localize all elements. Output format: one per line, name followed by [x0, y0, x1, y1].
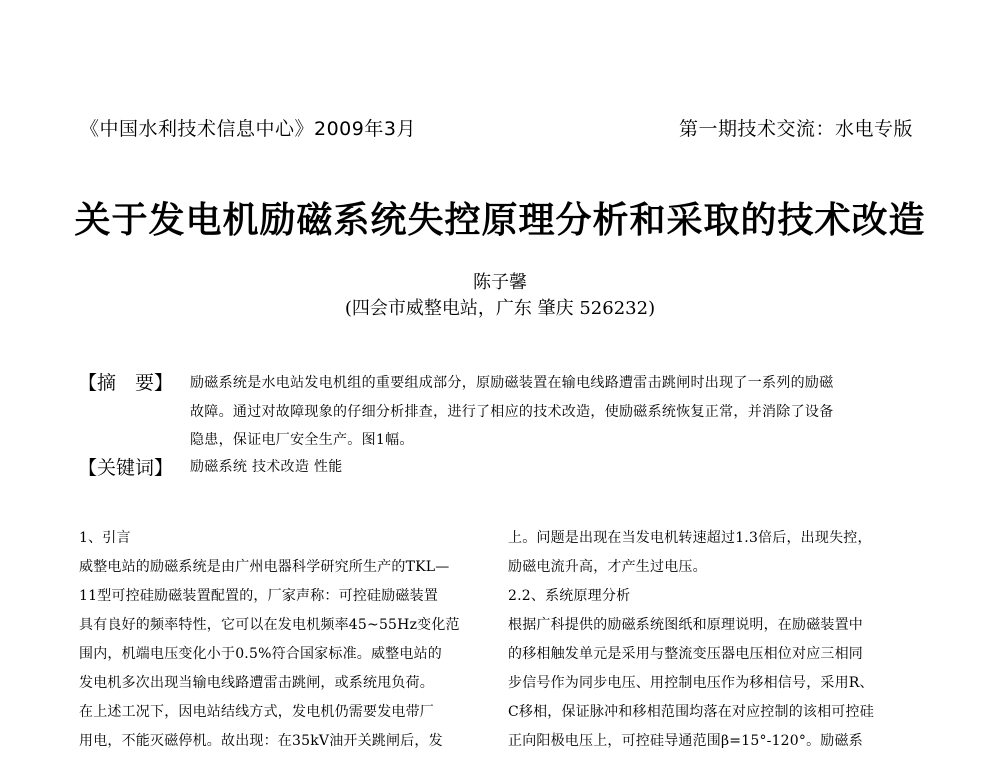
body-line: 具有良好的频率特性，它可以在发电机频率45~55Hz变化范: [79, 617, 460, 633]
abstract-label: 【摘 要】: [78, 372, 174, 394]
body-line: 正向阳极电压上，可控硅导通范围β=15°-120°。励磁系: [508, 733, 863, 749]
abstract-line: 隐患，保证电厂安全生产。图1幅。: [190, 432, 414, 448]
section-heading: 2.2、系统原理分析: [508, 588, 631, 604]
journal-header: 《中国水利技术信息中心》2009年3月: [80, 118, 416, 140]
body-line: 围内，机端电压变化小于0.5%符合国家标准。威整电站的: [79, 646, 442, 662]
body-line: 在上述工况下，因电站结线方式，发电机仍需要发电带厂: [79, 704, 434, 720]
issue-header: 第一期技术交流：水电专版: [678, 118, 913, 140]
author-name: 陈子馨: [473, 272, 527, 293]
body-line: 11型可控硅励磁装置配置的，厂家声称：可控硅励磁装置: [79, 588, 439, 604]
body-line: 步信号作为同步电压、用控制电压作为移相信号，采用R、: [508, 675, 874, 691]
body-line: 用电，不能灭磁停机。故出现：在35kV油开关跳闸后，发: [79, 733, 443, 749]
body-line: 励磁电流升高，才产生过电压。: [508, 559, 707, 575]
body-line: 发电机多次出现当输电线路遭雷击跳闸，或系统甩负荷。: [79, 675, 434, 691]
body-column-left: [79, 524, 499, 756]
body-line: 根据广科提供的励磁系统图纸和原理说明，在励磁装置中: [508, 617, 863, 633]
body-line: 上。问题是出现在当发电机转速超过1.3倍后，出现失控，: [508, 530, 872, 546]
keywords-text: 励磁系统 技术改造 性能: [190, 459, 343, 475]
paper-title: 关于发电机励磁系统失控原理分析和采取的技术改造: [74, 199, 926, 241]
body-column-right: [508, 524, 928, 756]
body-line: C移相，保证脉冲和移相范围均落在对应控制的该相可控硅: [508, 704, 874, 720]
section-heading: 1、引言: [79, 530, 131, 546]
keywords-label: 【关键词】: [78, 457, 174, 479]
body-line: 的移相触发单元是采用与整流变压器电压相位对应三相同: [508, 646, 863, 662]
abstract-line: 故障。通过对故障现象的仔细分析排查，进行了相应的技术改造，使励磁系统恢复正常，并消除了设备: [190, 403, 834, 420]
body-line: 威整电站的励磁系统是由广州电器科学研究所生产的TKL—: [79, 559, 450, 575]
abstract-line: 励磁系统是水电站发电机组的重要组成部分，原励磁装置在输电线路遭雷击跳闸时出现了一系列的励磁: [190, 375, 834, 391]
abstract-text: [190, 369, 910, 455]
author-affiliation: (四会市威整电站，广东 肇庆 526232): [344, 298, 656, 319]
